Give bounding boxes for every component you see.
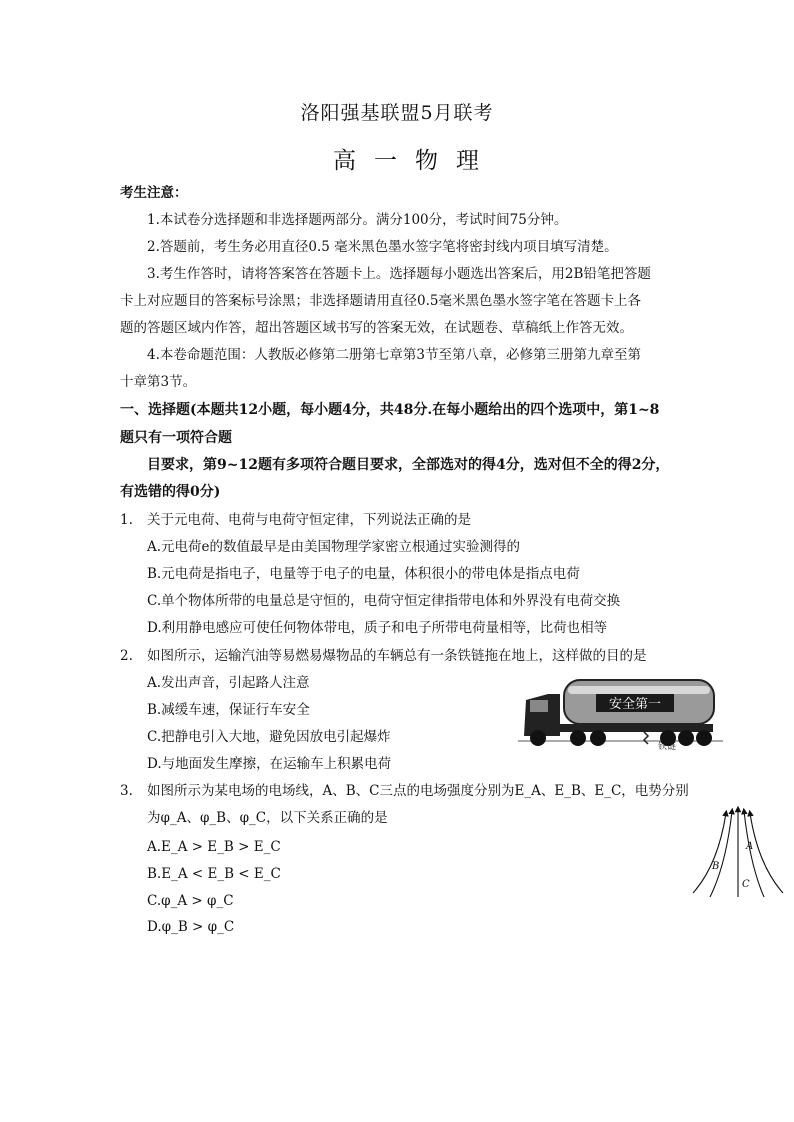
question-stem: 如图所示，运输汽油等易燃易爆物品的车辆总有一条铁链拖在地上，这样做的目的是: [147, 648, 647, 664]
option-b: B.E_A < E_B < E_C: [147, 866, 281, 882]
question-number: 1.: [120, 512, 133, 528]
field-line: [710, 811, 732, 897]
wheel: [570, 730, 586, 746]
tank-highlight: [568, 686, 710, 694]
field-line: [750, 813, 783, 893]
option-a: A.发出声音，引起路人注意: [147, 675, 310, 691]
option-d: D.φ_B > φ_C: [147, 919, 235, 935]
point-label-a: A: [746, 841, 754, 852]
option-d: D.与地面发生摩擦，在运输车上积累电荷: [147, 756, 392, 772]
question-stem: 关于元电荷、电荷与电荷守恒定律，下列说法正确的是: [147, 512, 471, 528]
wheel: [678, 730, 694, 746]
exam-title: 洛阳强基联盟5月联考: [300, 102, 494, 124]
cab-window: [530, 700, 548, 712]
section-heading: 有选错的得0分): [120, 484, 221, 500]
option-c: C.单个物体所带的电量总是守恒的，电荷守恒定律指带电体和外界没有电荷交换: [147, 593, 621, 609]
option-c: C.把静电引入大地，避免因放电引起爆炸: [147, 729, 391, 745]
option-b: B.元电荷是指电子，电量等于电子的电量，体积很小的带电体是指点电荷: [147, 566, 580, 582]
point-label-b: B: [712, 861, 720, 872]
question-stem: 如图所示为某电场的电场线，A、B、C三点的电场强度分别为E_A、E_B、E_C，电势分别: [147, 783, 689, 799]
wheel: [696, 730, 712, 746]
option-a: A.元电荷e的数值最早是由美国物理学家密立根通过实验测得的: [147, 539, 521, 555]
point-label-c: C: [742, 879, 750, 890]
option-b: B.减缓车速，保证行车安全: [147, 702, 310, 718]
safety-sign-text: 安全第一: [608, 697, 662, 712]
section-heading: 题只有一项符合题: [120, 430, 232, 446]
chain-label: 铁链: [658, 742, 677, 752]
question-number: 3.: [120, 783, 133, 799]
notice-heading: 考生注意：: [120, 185, 188, 201]
notice-line: 十章第3节。: [120, 374, 197, 390]
option-a: A.E_A > E_B > E_C: [147, 839, 281, 855]
question-stem: 为φ_A、φ_B、φ_C，以下关系正确的是: [147, 810, 388, 826]
notice-line: 2.答题前，考生务必用直径0.5 毫米黑色墨水签字笔将密封线内项目填写清楚。: [147, 239, 618, 255]
notice-line: 3.考生作答时，请将答案答在答题卡上。选择题每小题选出答案后，用2B铅笔把答题: [147, 266, 651, 282]
option-d: D.利用静电感应可使任何物体带电，质子和电子所带电荷量相等，比荷也相等: [147, 620, 608, 636]
section-heading: 目要求，第9~12题有多项符合题目要求，全部选对的得4分，选对但不全的得2分，: [147, 457, 670, 473]
question-number: 2.: [120, 648, 133, 664]
option-c: C.φ_A > φ_C: [147, 893, 234, 909]
subject-title: 高一物理: [333, 148, 497, 174]
field-lines-figure: [688, 805, 788, 900]
tanker-truck-figure: [518, 670, 723, 755]
section-heading: 一、选择题(本题共12小题，每小题4分，共48分.在每小题给出的四个选项中，第1~8: [120, 402, 660, 418]
notice-line: 4.本卷命题范围：人教版必修第二册第七章第3节至第八章，必修第三册第九章至第: [147, 347, 641, 363]
wheel: [530, 730, 546, 746]
chain: [644, 732, 648, 744]
notice-line: 卡上对应题目的答案标号涂黑；非选择题请用直径0.5毫米黑色墨水签字笔在答题卡上各: [120, 293, 641, 309]
field-line: [693, 813, 726, 893]
notice-line: 题的答题区域内作答，超出答题区域书写的答案无效，在试题卷、草稿纸上作答无效。: [120, 320, 633, 336]
notice-line: 1.本试卷分选择题和非选择题两部分。满分100分，考试时间75分钟。: [147, 212, 568, 228]
wheel: [590, 730, 606, 746]
